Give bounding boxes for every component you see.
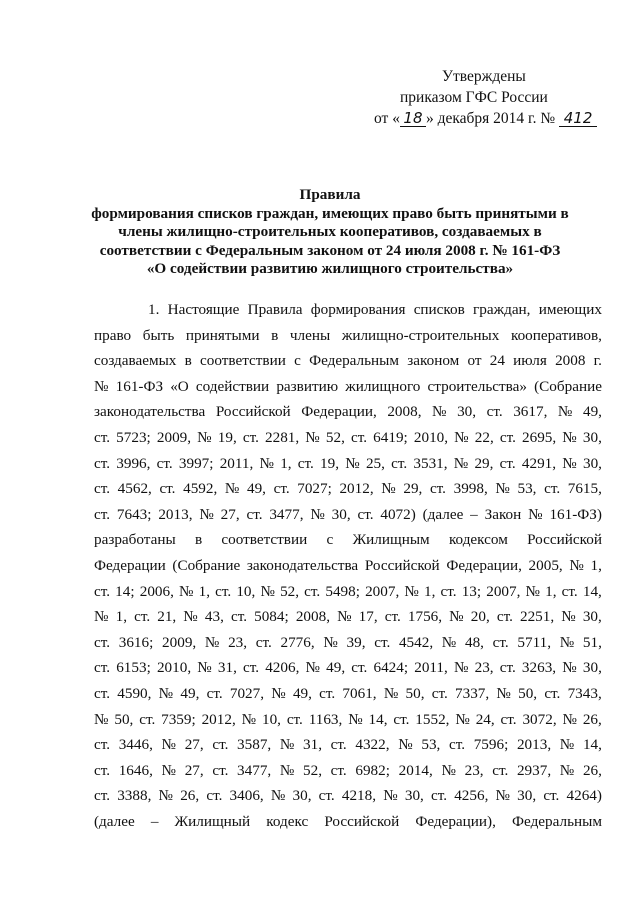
title-heading: Правила <box>299 186 361 203</box>
paragraph-line: ст. 3446, № 27, ст. 3587, № 31, ст. 4322, № 53, ст. 7596; 2013, № 14, <box>94 736 602 754</box>
approval-date-line <box>374 108 597 130</box>
paragraph-line: (далее – Жилищный кодекс Российской Федерации), Федеральным <box>94 812 602 830</box>
handwritten-day: 18 <box>400 110 426 127</box>
title-line: формирования списков граждан, имеющих право быть принятыми в <box>91 204 569 222</box>
paragraph-line: разработаны в соответствии с Жилищным кодексом Российской <box>94 531 602 549</box>
document-title <box>80 186 580 279</box>
paragraph-line: ст. 4562, ст. 4592, № 49, ст. 7027; 2012, № 29, ст. 3998, № 53, ст. 7615, <box>94 480 602 498</box>
title-line: соответствии с Федеральным законом от 24 июля 2008 г. № 161-ФЗ <box>99 241 561 259</box>
paragraph-line: ст. 3616; 2009, № 23, ст. 2776, № 39, ст. 4542, № 48, ст. 5711, № 51, <box>94 633 602 651</box>
paragraph-line: ст. 4590, № 49, ст. 7027, № 49, ст. 7061, № 50, ст. 7337, № 50, ст. 7343, <box>94 684 602 702</box>
title-line: члены жилищно-строительных кооперативов, создаваемых в <box>118 223 542 240</box>
handwritten-order-number: 412 <box>559 110 597 127</box>
approval-order-line: приказом ГФС России <box>400 89 548 106</box>
document-body <box>94 297 602 834</box>
paragraph-line: законодательства Российской Федерации, 2008, № 30, ст. 3617, № 49, <box>94 403 602 421</box>
date-middle: » декабря 2014 г. № <box>425 110 556 127</box>
paragraph-line: ст. 7643; 2013, № 27, ст. 3477, № 30, ст. 4072) (далее – Закон № 161-ФЗ) <box>94 505 602 523</box>
paragraph-line: ст. 14; 2006, № 1, ст. 10, № 52, ст. 5498; 2007, № 1, ст. 13; 2007, № 1, ст. 14, <box>94 582 602 600</box>
paragraph-line: ст. 1646, № 27, ст. 3477, № 52, ст. 6982; 2014, № 23, ст. 2937, № 26, <box>94 761 602 779</box>
paragraph-line: создаваемых в соответствии с Федеральным законом от 24 июля 2008 г. <box>94 352 602 370</box>
paragraph-line: 1. Настоящие Правила формирования списков граждан, имеющих <box>148 301 602 318</box>
paragraph-line: ст. 5723; 2009, № 19, ст. 2281, № 52, ст. 6419; 2010, № 22, ст. 2695, № 30, <box>94 428 602 446</box>
paragraph-line: Федерации (Собрание законодательства Российской Федерации, 2005, № 1, <box>94 556 602 574</box>
paragraph-line: № 161-ФЗ «О содействии развитию жилищного строительства» (Собрание <box>94 377 602 395</box>
paragraph-line: № 50, ст. 7359; 2012, № 10, ст. 1163, № 14, ст. 1552, № 24, ст. 3072, № 26, <box>94 710 602 728</box>
paragraph-line: ст. 6153; 2010, № 31, ст. 4206, № 49, ст. 6424; 2011, № 23, ст. 3263, № 30, <box>94 659 602 677</box>
paragraph-line: ст. 3388, № 26, ст. 3406, № 30, ст. 4218, № 30, ст. 4256, № 30, ст. 4264) <box>94 787 602 805</box>
approval-heading: Утверждены <box>442 68 526 85</box>
date-prefix: от « <box>374 110 400 127</box>
paragraph-line: ст. 3996, ст. 3997; 2011, № 1, ст. 19, № 25, ст. 3531, № 29, ст. 4291, № 30, <box>94 454 602 472</box>
paragraph-line: № 1, ст. 21, № 43, ст. 5084; 2008, № 17, ст. 1756, № 20, ст. 2251, № 30, <box>94 608 602 626</box>
paragraph-line: право быть принятыми в члены жилищно-строительных кооперативов, <box>94 326 602 344</box>
title-line: «О содействии развитию жилищного строительства» <box>146 260 514 277</box>
